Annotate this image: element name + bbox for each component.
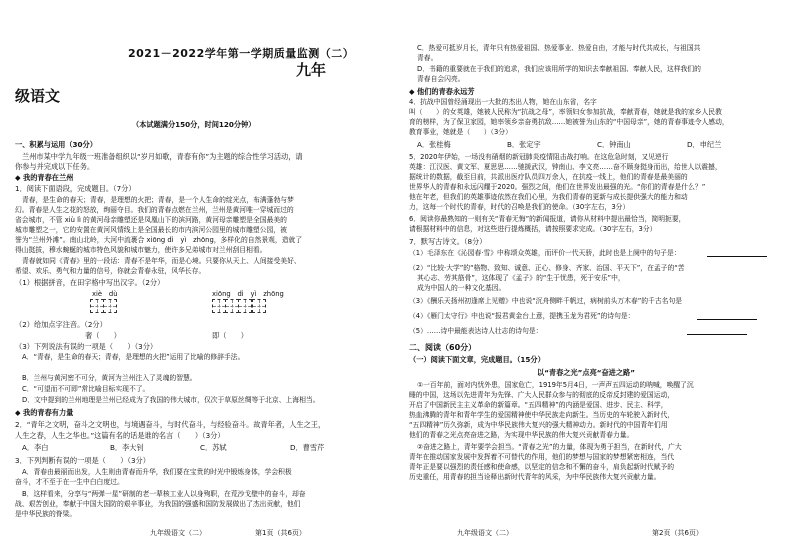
answer-blank[interactable]: 即（ ） <box>212 331 248 340</box>
article-line: 青年正是要以强烈的责任感和使命感，以坚定的信念和不懈的奋斗，肩负起新时代赋予的 <box>409 463 675 471</box>
option-a: A．李白 <box>22 443 49 452</box>
question-6: 6．阅读你最熟知的一则有关“青春无悔”的新闻报道，请你从材料中提出最恰当，简明扼要， <box>409 215 686 223</box>
task-heading: ◆ 他们的青春永远芳 <box>409 87 475 96</box>
article-line: 青年在推动国家发展中发挥着不可替代的作用，他们的梦想与国家的梦想紧密相连，当代 <box>409 453 675 461</box>
page-2 <box>397 0 794 544</box>
passage-line: 青春，是生命的春天；青春，是理想的火把；青春，是一个人生命的绽光点，布满蓬勃与梦 <box>22 196 294 204</box>
option-a: A．“青春，是生命的春天；青春，是理想的火把”运用了比喻的修辞手法。 <box>22 353 245 361</box>
section-title: 二、阅读（60分） <box>409 343 477 352</box>
question-5-cont: 据统计的数据，截至目前，共派出医疗队员四万余人，在抗疫一线上，他们的青春是最美丽的 <box>409 173 688 181</box>
footer-title: 九年级语文（二） <box>150 529 206 537</box>
option-b-cont: 战、艰苦创业，奉献于中国大国防的艰辛事业，为我国的强盛和国防发展做出了杰出贡献，他们 <box>15 500 301 508</box>
option-c: C．钟南山 <box>597 140 631 149</box>
question-7: 7．默写古诗文。（8分） <box>409 237 487 246</box>
question-1: 1．阅读下面语段，完成题目。（7分） <box>15 184 136 193</box>
article-title: 以“青春之光”点亮“奋进之路” <box>537 368 635 377</box>
option-d: D．申纪兰 <box>687 140 722 149</box>
exam-info: （本试题满分150分，时间120分钟） <box>132 120 256 129</box>
article-line: 热血沸腾的青年和青年学生的爱国精神使中华民族走向新生。当历史的车轮驶入新时代， <box>409 411 675 419</box>
option-d-cont: 青春自会闪亮。 <box>417 75 465 83</box>
option-a: A．张桂梅 <box>417 140 451 149</box>
question-7-5: （5）……诗中最能表达诗人壮志的诗句是： <box>409 327 543 335</box>
question-7-2: （2）“比较·大学”的“格物、致知、诚意、正心、修身、齐家、治国、平天下”，在孟子的“苦 <box>409 264 685 272</box>
question-2: 2．“青年之文明，奋斗之文明也，与境遇奋斗，与时代奋斗，与经验奋斗。故青年者，人生之王， <box>15 420 326 429</box>
article-line: ①一百年前，面对内忧外患，国家危亡，1919年5月4日，一声声五四运动的呐喊，唤醒了沉 <box>417 381 694 389</box>
article-line: 他们的青春之光点亮奋进之路，为实现中华民族的伟大复兴贡献青春力量。 <box>409 431 634 439</box>
task-heading: ◆ 我的青春在兰州 <box>15 173 74 182</box>
answer-line[interactable] <box>687 327 747 337</box>
option-b-cont: 是中华民族的脊梁。 <box>15 510 77 518</box>
passage-line: 幻。青春是人生之花的怒放，绚丽夺目。我们的青春点燃在兰州，兰州是黄河唯一穿城而过的 <box>15 206 294 214</box>
page-number: 第2页（共6页） <box>652 529 703 537</box>
page-number: 第1页（共6页） <box>255 529 306 537</box>
pinyin-label: xiōng dì yì zhōng <box>212 290 284 298</box>
question-7-3: （3）《酬乐天扬州初逢席上见赠》中也说“沉舟侧畔千帆过，病树前头万木春”的千古名句是 <box>409 297 683 305</box>
question-6-cont: 请根据材料中的信息，对这些进行提炼概括，请按照要求完成。（30字左右，3分） <box>409 225 657 233</box>
option-d: D．书籍的重要就在于我们的追求，我们应该用所学的知识去奉献祖国、奉献人民，这样我们的 <box>417 65 701 73</box>
option-a: A．青春由最丽而出发，人生则由青春而升华，我们要在宝贵的时光中锻炼身体，学会积极 <box>22 468 292 476</box>
passage-line: 希望、欢乐、勇气和力量的信号，你就会青春永驻，风华长存。 <box>15 267 206 275</box>
option-b: B．兰州与黄河密不可分，黄河为兰州注入了灵魂的智慧。 <box>22 374 197 382</box>
question-1-3: （3）下列说法有误的一项是（ ）（3分） <box>15 342 158 351</box>
article-line: 睡的中国，这场以先进青年为先锋、广大人民群众参与的彻底的反帝反封建的爱国运动， <box>409 391 675 399</box>
question-7-2-cont: 成为中国人的一种文化基因。 <box>417 284 506 292</box>
answer-blank[interactable]: 奢（ ） <box>85 331 121 340</box>
question-4-cont: 教育事业，她就是（ ）（3分） <box>409 128 512 136</box>
option-d: D．文中提到的兰州地理是兰州已经成为了我国的伟大城市，仅次于草原丝绸等于北京、上海相当。 <box>22 396 320 404</box>
question-5-cont: 世界华人的青春和永远闪耀于2020。强烈之间，他们在世界发出最强的光。“你们的青春是什么？” <box>409 183 706 191</box>
grade-label: 九年 <box>296 61 327 79</box>
answer-line[interactable] <box>697 312 757 322</box>
pinyin-label: xiè dù <box>92 290 118 298</box>
question-1-2: （2）给加点字注音。（2分） <box>15 320 107 329</box>
question-4: 4．抗战中国曾经涌现出一大批的杰出人物，她在山东省，名字 <box>409 98 597 106</box>
option-b: B．这样看来，分享与“两弹一星”研制的老一辈核工业人以身殉职，在荒沙戈壁中的奋斗，却奋 <box>22 490 306 498</box>
passage-line: 省会城市，不管 xiù lì 的黄河母亲雕塑还是凤凰山下的滨河路，黄河母亲雕塑是全国最美的 <box>15 216 287 224</box>
passage-line: 城市雕塑之一，它的安置在黄河风情线上是全国最长的市内滨河公园里的城市雕塑公园，被 <box>15 226 287 234</box>
option-a-cont: 奋斗，才不至于在一生中白白度过。 <box>15 478 124 486</box>
option-c-cont: 青春。 <box>417 54 438 62</box>
option-c: C．热爱可抵岁月长，青年只有热爱祖国、热爱事业、热爱自由，才能与时代共成长，与祖国共 <box>417 44 701 52</box>
intro-line: 兰州市某中学九年级一班准备组织以“岁月如歌，青春有你”为主题的综合性学习活动，请 <box>22 152 303 161</box>
option-c: C．苏轼 <box>200 443 227 452</box>
subsection-title: （一）阅读下面文章，完成题目。（15分） <box>409 355 545 364</box>
question-7-1: （1）毛泽东在《沁园春·雪》中称颂众英雄，而评价一代天骄，此时也是上阕中的句子是： <box>409 249 681 257</box>
question-2-cont: 人生之春，人生之华也。”这篇有名的话是谁的名言（ ）（3分） <box>15 431 225 440</box>
article-line: 开启了中国新民主主义革命的新篇章。“五四精神”的内涵是爱国、进步、民主、科学， <box>409 401 668 409</box>
article-line: 历史重任，用青春的担当诠释出新时代青年的风采，为中华民族伟大复兴贡献力量。 <box>409 473 661 481</box>
option-d: D．曹雪芹 <box>290 443 325 452</box>
subject-label: 级语文 <box>15 87 61 105</box>
option-b: B．李大钊 <box>110 443 144 452</box>
question-7-4: （4）《雁门太守行》中也说“报君黄金台上意，提携玉龙为君死”的诗句是： <box>409 312 635 320</box>
article-line: “五四精神”历久弥新，成为中华民族伟大复兴的强大精神动力。新时代的中国青年们用 <box>409 421 668 429</box>
question-1-1: （1）根据拼音，在田字格中写出汉字。（2分） <box>15 278 165 287</box>
question-4-cont: 叫（ ）的女英雄，她被人民称为“抗战之母”，率领妇女参加抗战，奉献青春，她就是我的家乡人民教 <box>409 108 722 116</box>
question-5-cont: 他在年老，但我们的英雄事迹依然在我们心里，为我们青春的更新与成长提供强大的能力和动 <box>409 193 688 201</box>
tianzige-grid-1[interactable] <box>90 299 116 313</box>
question-5-cont: 英雄：江汉医、黄文军、夏思思……驰援武汉，钟南山、李文亮……奋不顾身挺身而出，给世人以震撼， <box>409 163 722 171</box>
answer-line[interactable] <box>707 249 767 259</box>
question-7-2-cont: 其心志、劳其筋骨”，这体现了《孟子》的“生于忧患，死于安乐”中， <box>417 274 625 282</box>
option-b: B．张定宇 <box>507 140 541 149</box>
passage-line: 青春就如同《青春》里的一段话：青春不是年华，而是心境。只要你从天上、人间接受美好、 <box>22 257 301 265</box>
question-3: 3．下列判断有误的一项是（ ）（3分） <box>15 456 150 465</box>
question-5: 5．2020年伊始，一场没有硝烟的新冠肺炎疫情阻击战打响。在这危急时刻，又见逆行 <box>409 153 669 161</box>
option-c: C．“可望而不可即”常比喻目标实现不了。 <box>22 385 150 393</box>
passage-line: 誉为“兰州外滩”。南山北岭，大河中流裹合 xiōng dì yì zhōng，多样化的自然景观，造就了 <box>15 236 303 244</box>
article-line: ②奋进之路上，青年要学会担当。“青春之光”的力量，体现为勇于担当，在新时代，广大 <box>417 443 682 451</box>
exam-header: 2021－2022学年第一学期质量监测（二） <box>128 47 355 60</box>
task-heading: ◆ 我的青春有力量 <box>15 408 74 417</box>
section-title: 一、积累与运用（30分） <box>15 140 97 149</box>
passage-line: 得山挺拔，穆水蜿蜒的城市特色风貌和城市魅力，使许多兄弟城市对兰州刮目相看。 <box>15 246 267 254</box>
footer-title: 九年级语文（二） <box>457 529 513 537</box>
tianzige-grid-2[interactable] <box>212 299 265 313</box>
intro-line: 你参与并完成以下任务。 <box>15 162 95 171</box>
question-4-cont: 育的榜样，为了保卫家园，她率领乡亲奋勇抗敌……她被誉为山东的“中国母亲”，她的青春事迹令人感动， <box>409 118 729 126</box>
question-5-cont: 力，这每一个时代的青春，时代的召唤是我们的使命。（30字左右，3分） <box>409 203 630 211</box>
